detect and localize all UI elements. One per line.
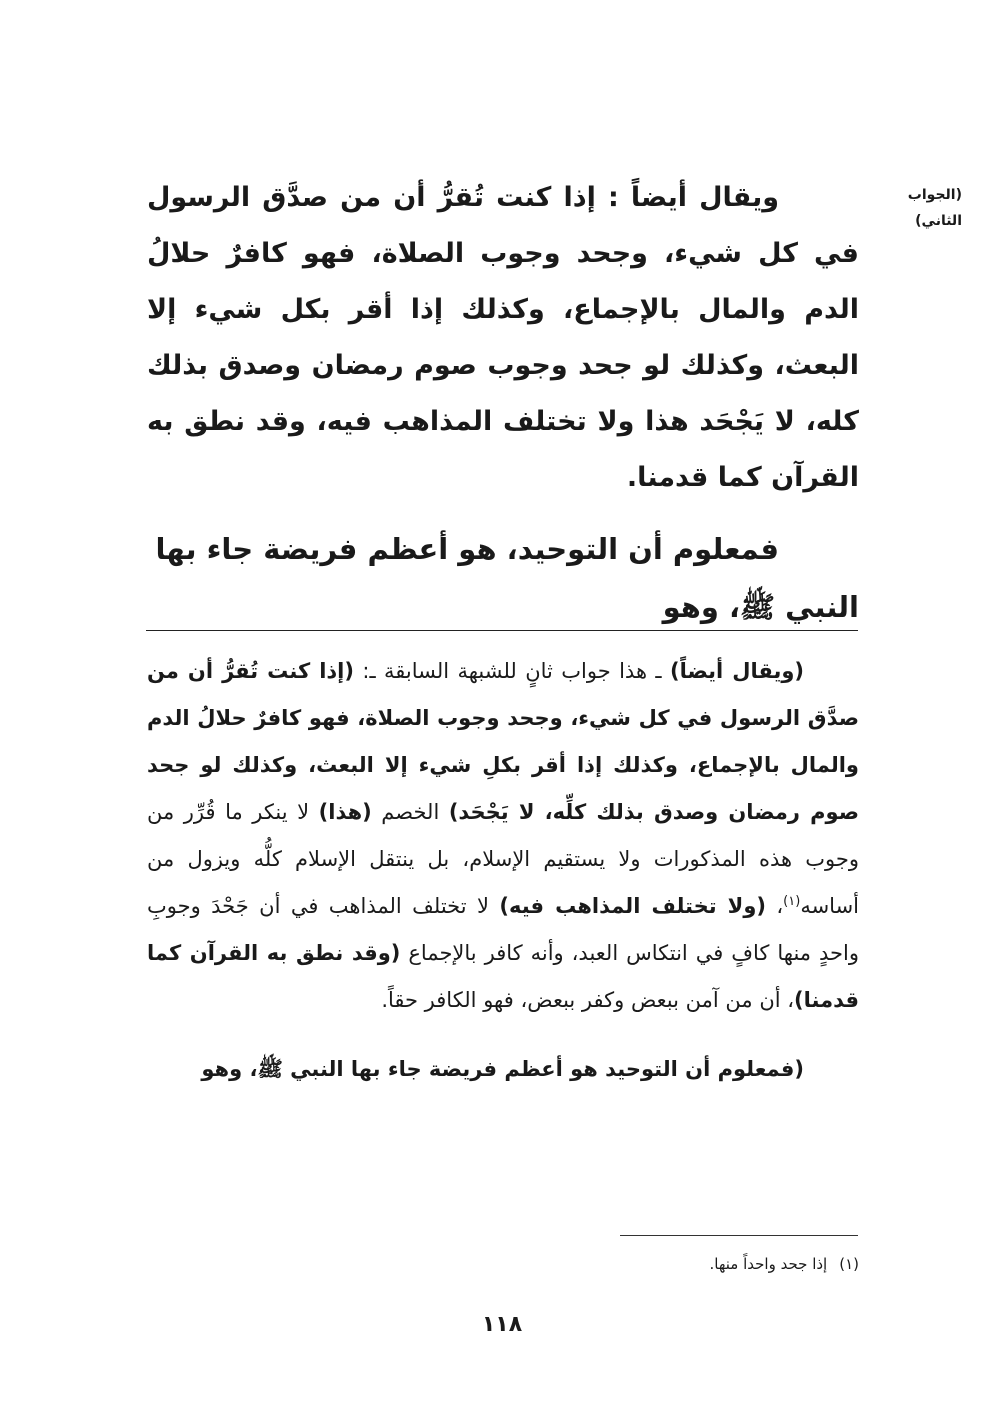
commentary-explanation: الخصم bbox=[371, 800, 449, 824]
commentary-explanation: ، أن من آمن ببعض وكفر ببعض، فهو الكافر حقاً. bbox=[381, 988, 795, 1012]
margin-note: (الجواب الثاني) bbox=[907, 187, 962, 229]
commentary-explanation: ، bbox=[765, 894, 784, 918]
main-text bbox=[147, 170, 859, 636]
page-number: ١١٨ bbox=[481, 1312, 523, 1337]
footnote-number: (١) bbox=[839, 1255, 859, 1273]
commentary-explanation: لا تختلف المذاهب في أن جَحْدَ وجوبِ واحدٍ منها كافٍ في انتكاس العبد، وأنه كافر بالإجماع bbox=[147, 894, 859, 965]
main-paragraph-1: ويقال أيضاً : إذا كنت تُقرُّ أن من صدَّق الرسول في كل شيء، وجحد وجوب الصلاة، فهو كافرٌ حلالُ الدم والمال بالإجماع، وكذلك إذا أقر بكل شيء إلا البعث، وكذلك لو جحد وجوب صوم رمضان وصدق بذلك كله، لا يَجْحَد هذا ولا تختلف المذاهب فيه، وقد نطق به القرآن كما قدمنا. bbox=[147, 182, 859, 493]
commentary-quote: (ولا تختلف المذاهب فيه) bbox=[499, 894, 766, 918]
footnote-text: إذا جحد واحداً منها. bbox=[709, 1255, 828, 1273]
commentary-explanation: لا ينكر ما قُرِّر من وجوب هذه المذكورات ولا يستقيم الإسلام، بل ينتقل الإسلام كلُّه ويزول من أساسه bbox=[147, 800, 859, 918]
commentary-quote: (هذا) bbox=[318, 800, 372, 824]
commentary-paragraph bbox=[147, 648, 859, 1024]
footnote-reference[interactable]: (١) bbox=[783, 894, 801, 909]
commentary-explanation: ـ هذا جواب ثانٍ للشبهة السابقة ـ: bbox=[353, 659, 670, 683]
footnote-rule bbox=[620, 1235, 858, 1236]
commentary-quote: (ويقال أيضاً) bbox=[669, 659, 805, 683]
commentary-text bbox=[147, 648, 859, 1093]
commentary-quote: (إذا كنت تُقرُّ أن من صدَّق الرسول في كل شيء، وجحد وجوب الصلاة، فهو كافرٌ حلالُ الدم والمال بالإجماع، وكذلك إذا أقر بكلِ شيء إلا البعث، وكذلك لو جحد صوم رمضان وصدق بذلك كلِّه، لا يَجْحَد) bbox=[147, 659, 859, 824]
main-paragraph-2-line-2: النبي ﷺ، وهو bbox=[662, 590, 859, 624]
footnote bbox=[147, 1252, 859, 1276]
main-paragraph-2 bbox=[147, 520, 859, 636]
main-paragraph-2-line-1: فمعلوم أن التوحيد، هو أعظم فريضة جاء بها bbox=[155, 532, 779, 566]
section-divider bbox=[146, 630, 858, 631]
commentary-quote: (وقد نطق به القرآن كما قدمنا) bbox=[147, 941, 859, 1012]
commentary-last-line: (فمعلوم أن التوحيد هو أعظم فريضة جاء بها النبي ﷺ، وهو bbox=[201, 1057, 804, 1081]
